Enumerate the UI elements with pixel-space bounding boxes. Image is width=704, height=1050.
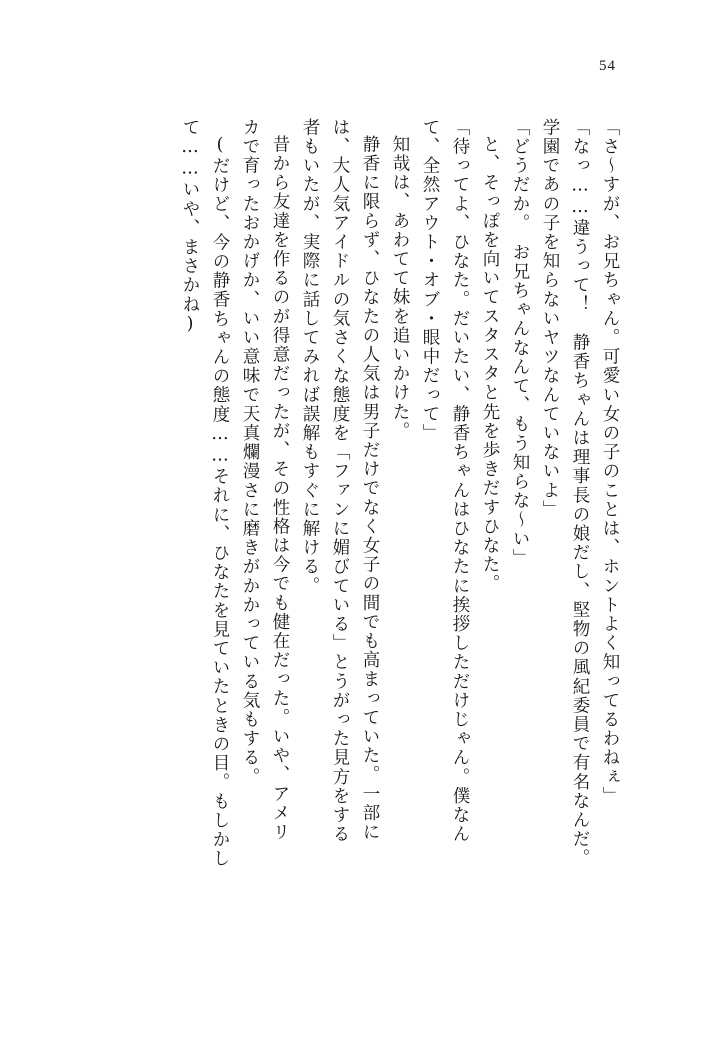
text-column: カで育ったおかげか、いい意味で天真爛漫さに磨きがかかっている気もする。	[240, 118, 260, 787]
text-column: は、大人気アイドルの気さくな態度を「ファンに媚びている」とうがった見方をする	[330, 118, 350, 844]
text-column: て、全然アウト・オブ・眼中だって」	[420, 118, 440, 443]
text-column: 「待ってよ、ひなた。だいたい、静香ちゃんはひなたに挨拶しただけじゃん。僕なん	[450, 118, 470, 844]
text-column: と、そっぽを向いてスタスタと先を歩きだすひなた。	[480, 135, 500, 594]
page-number: 54	[599, 58, 616, 74]
text-column: て……いや、まさかね)	[180, 118, 200, 336]
vertical-text-block	[86, 118, 618, 948]
text-column: 学園であの子を知らないヤツなんていないよ」	[540, 118, 560, 520]
text-column: 「どうだか。 お兄ちゃんなんて、もう知らな～い」	[510, 118, 530, 568]
text-column: 静香に限らず、ひなたの人気は男子だけでなく女子の間でも高まっていた。一部に	[360, 135, 380, 842]
text-column: 知哉は、あわてて妹を追いかけた。	[390, 135, 410, 441]
text-column: 者もいたが、実際に話してみれば誤解もすぐに解ける。	[300, 118, 320, 596]
text-column: 昔から友達を作るのが得意だったが、その性格は今でも健在だった。いや、アメリ	[270, 135, 290, 842]
text-column: 「さ～すが、お兄ちゃん。可愛い女の子のことは、ホントよく知ってるわねぇ」	[600, 118, 620, 806]
text-column: 「なっ……違うって！ 静香ちゃんは理事長の娘だし、堅物の風紀委員で有名なんだ。	[570, 118, 590, 868]
text-column: (だけど、今の静香ちゃんの態度……それに、ひなたを見ていたときの目。もしかし	[210, 135, 230, 869]
